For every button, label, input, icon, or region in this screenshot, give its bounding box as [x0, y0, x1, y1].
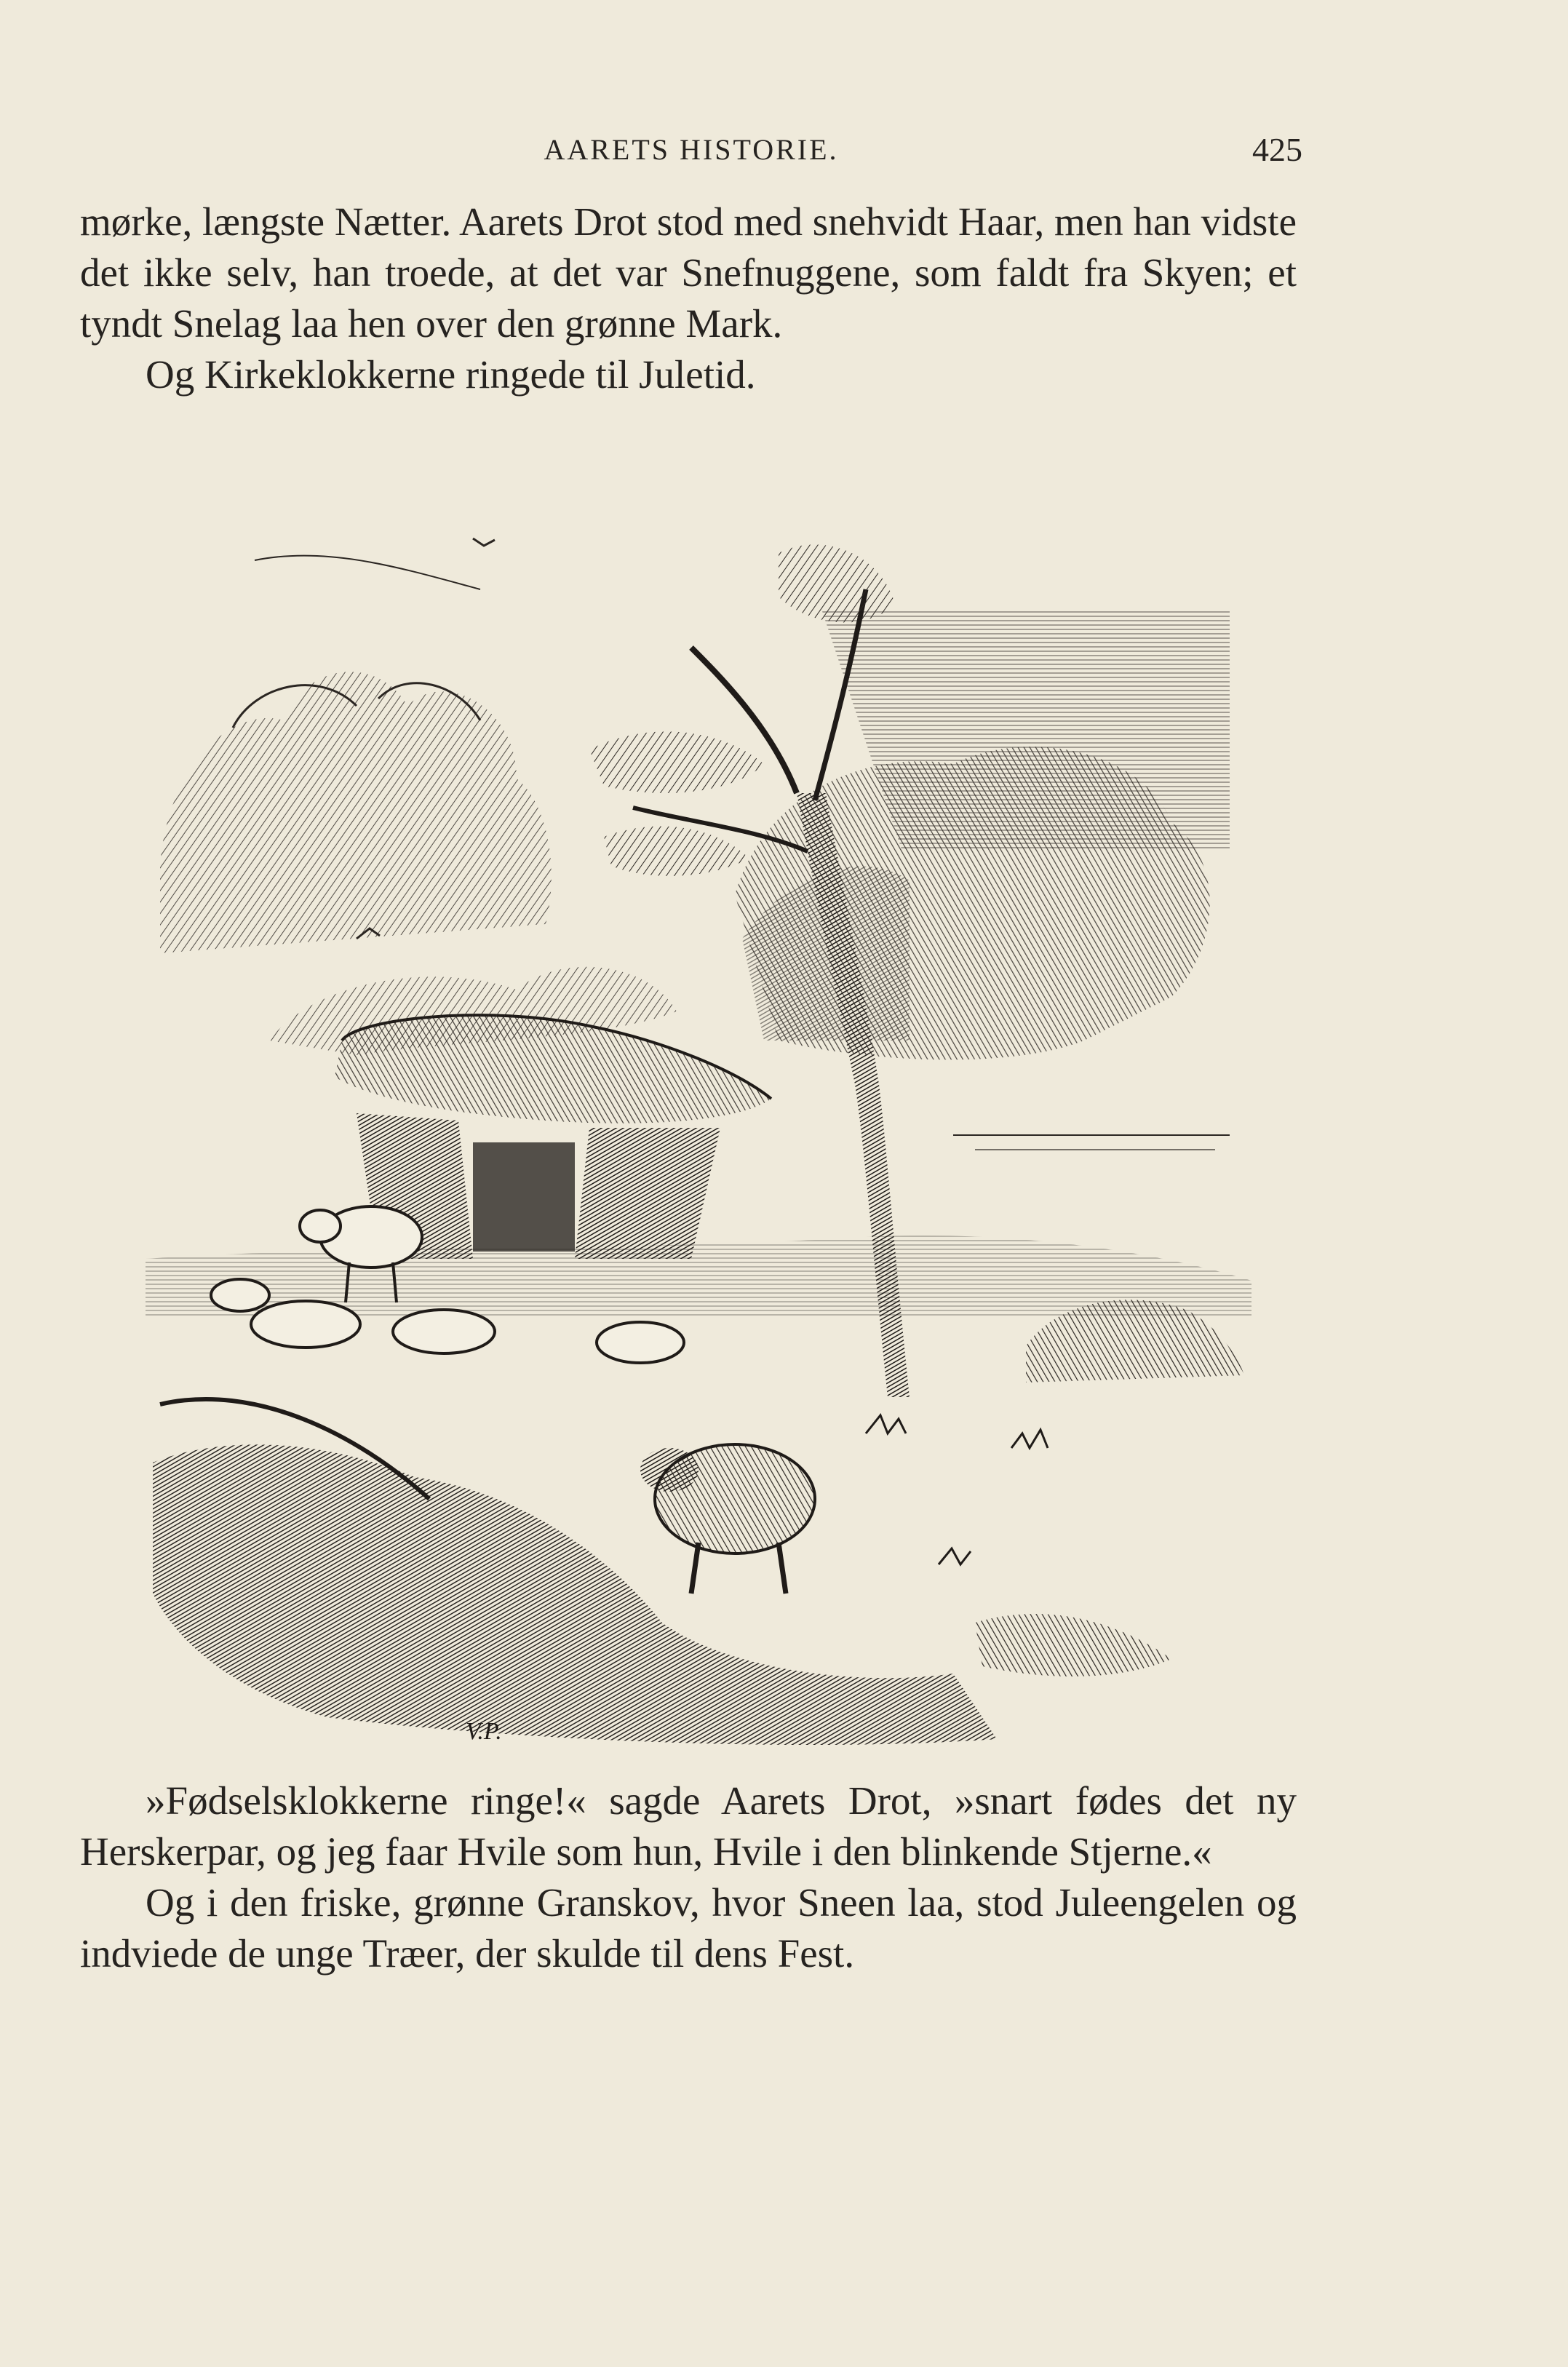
sheep-foreground: [640, 1444, 815, 1594]
text-block-top: [80, 196, 1297, 400]
dolmen-landscape-engraving: [138, 488, 1259, 1754]
artist-signature: V.P.: [466, 1718, 502, 1745]
paragraph: Og i den friske, grønne Granskov, hvor Sneen laa, stod Juleengelen og indviede de unge Træer, der skulde til dens Fest.: [80, 1880, 1297, 1976]
text-block-bottom: [80, 1775, 1297, 1979]
running-title: AARETS HISTORIE.: [544, 133, 839, 166]
paragraph: Og Kirkeklokkerne ringede til Juletid.: [146, 352, 756, 397]
paragraph: mørke, længste Nætter. Aarets Drot stod med snehvidt Haar, men han vidste det ikke selv, han troede, at det var Snefnuggene, som faldt fra Skyen; et tyndt Snelag laa hen over den grønne Mark.: [80, 199, 1297, 346]
paragraph: »Fødselsklokkerne ringe!« sagde Aarets Drot, »snart fødes det ny Herskerpar, og jeg faar Hvile som hun, Hvile i den blinkende Stjerne.«: [80, 1778, 1297, 1874]
page-number: 425: [1252, 131, 1302, 168]
running-head: [80, 128, 1302, 172]
cloud-left: [160, 672, 552, 953]
engraving-illustration: [138, 488, 1259, 1754]
